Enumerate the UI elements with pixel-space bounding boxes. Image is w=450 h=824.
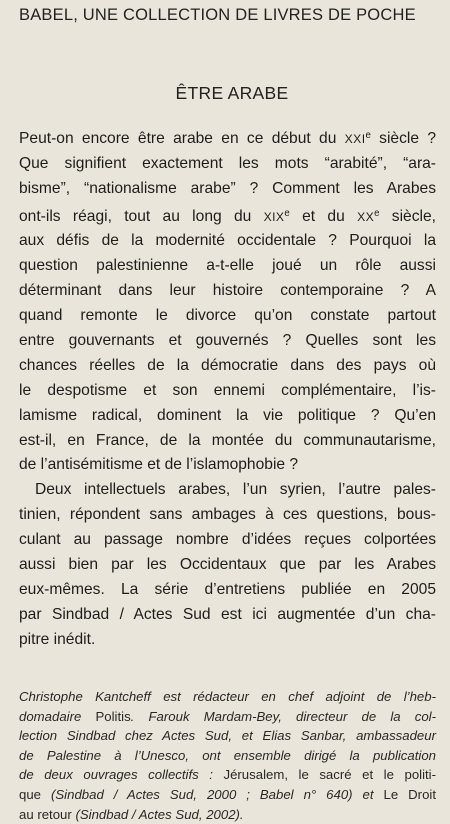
book-title-ref: Le Droit xyxy=(383,786,436,802)
text-line: par Sindbad / Actes Sud est ici augmentée d’un cha- xyxy=(19,605,436,623)
text-line xyxy=(19,124,436,152)
text-line xyxy=(19,202,436,230)
text-span: (Sindbad / Actes Sud, 2002). xyxy=(71,806,244,822)
text-span: Peut-on encore être arabe en ce début du xyxy=(19,129,345,147)
text-line: lamisme radical, dominent la vie politique ? Qu’en xyxy=(19,406,436,424)
text-span: et du xyxy=(289,207,358,225)
text-line: aussi bien par les Occidentaux que par les Arabes xyxy=(19,556,436,574)
text-line: le despotisme et son ennemi complémentaire, l’is- xyxy=(19,381,436,399)
text-line: Deux intellectuels arabes, l’un syrien, l’autre pales- xyxy=(35,481,436,499)
text-line xyxy=(19,805,436,824)
text-line: déterminant dans leur histoire contemporaine ? A xyxy=(19,282,436,300)
text-line: lection Sindbad chez Actes Sud, et Elias Sanbar, ambassadeur xyxy=(19,728,436,744)
text-line: eux-mêmes. La série d’entretiens publiée en 2005 xyxy=(19,580,436,598)
author-bio xyxy=(19,687,436,824)
book-title: ÊTRE ARABE xyxy=(175,83,289,103)
book-title-ref: au retour xyxy=(19,806,72,822)
superscript: e xyxy=(284,207,290,219)
book-title-ref: Jérusalem, le sacré et le politi- xyxy=(223,767,436,783)
blurb-paragraph-2 xyxy=(19,478,436,652)
superscript: e xyxy=(374,207,380,219)
text-line: Christophe Kantcheff est rédacteur en chef adjoint de l’heb- xyxy=(19,689,436,704)
text-line xyxy=(19,707,436,727)
text-line: quand remonte le divorce qu’on constate partout xyxy=(19,307,436,324)
text-line: Que signifient exactement les mots “arabité”, “ara- xyxy=(19,154,436,172)
text-line xyxy=(19,785,436,805)
text-span: de deux ouvrages collectifs : xyxy=(19,767,224,783)
text-line: chances réelles de la démocratie dans des pays où xyxy=(19,356,436,374)
text-span: ont-ils réagi, tout au long du xyxy=(19,207,264,225)
text-line: de l’antisémitisme et de l’islamophobie ? xyxy=(19,456,299,474)
blurb-paragraph-1 xyxy=(19,124,436,478)
blurb-body xyxy=(19,124,436,653)
text-line: pitre inédit. xyxy=(19,630,96,648)
text-span: . Farouk Mardam-Bey, directeur de la col- xyxy=(130,708,436,724)
text-span: domadaire xyxy=(19,708,96,724)
text-line: entre gouvernants et gouvernés ? Quelles sont les xyxy=(19,331,436,349)
series-heading: BABEL, UNE COLLECTION DE LIVRES DE POCHE xyxy=(19,6,416,24)
text-line: culant au passage nombre d’idées reçues colportées xyxy=(19,531,436,549)
text-span: siècle, xyxy=(379,207,436,225)
text-line: est-il, en France, de la montée du communautarisme, xyxy=(19,431,436,449)
text-line xyxy=(19,765,436,785)
superscript: e xyxy=(365,130,371,141)
century-numeral: XIX xyxy=(263,209,285,224)
text-line: aux défis de la modernité occidentale ? Pourquoi la xyxy=(19,232,436,250)
text-span: siècle ? xyxy=(370,129,436,147)
text-span: (Sindbad / Actes Sud, 2000 ; Babel n° 640) et xyxy=(41,786,384,802)
book-title-ref: que xyxy=(19,786,42,802)
text-line: de Palestine à l’Unesco, ont ensemble dirigé la publication xyxy=(19,747,436,763)
text-line: question palestinienne a-t-elle joué un rôle aussi xyxy=(19,257,436,275)
text-line: bisme”, “nationalisme arabe” ? Comment les Arabes xyxy=(19,179,436,197)
century-numeral: XX xyxy=(357,209,375,224)
text-line: tinien, répondent sans ambages à ces questions, bous- xyxy=(19,506,436,524)
magazine-title: Politis xyxy=(95,708,131,724)
century-numeral: XXI xyxy=(344,131,366,146)
